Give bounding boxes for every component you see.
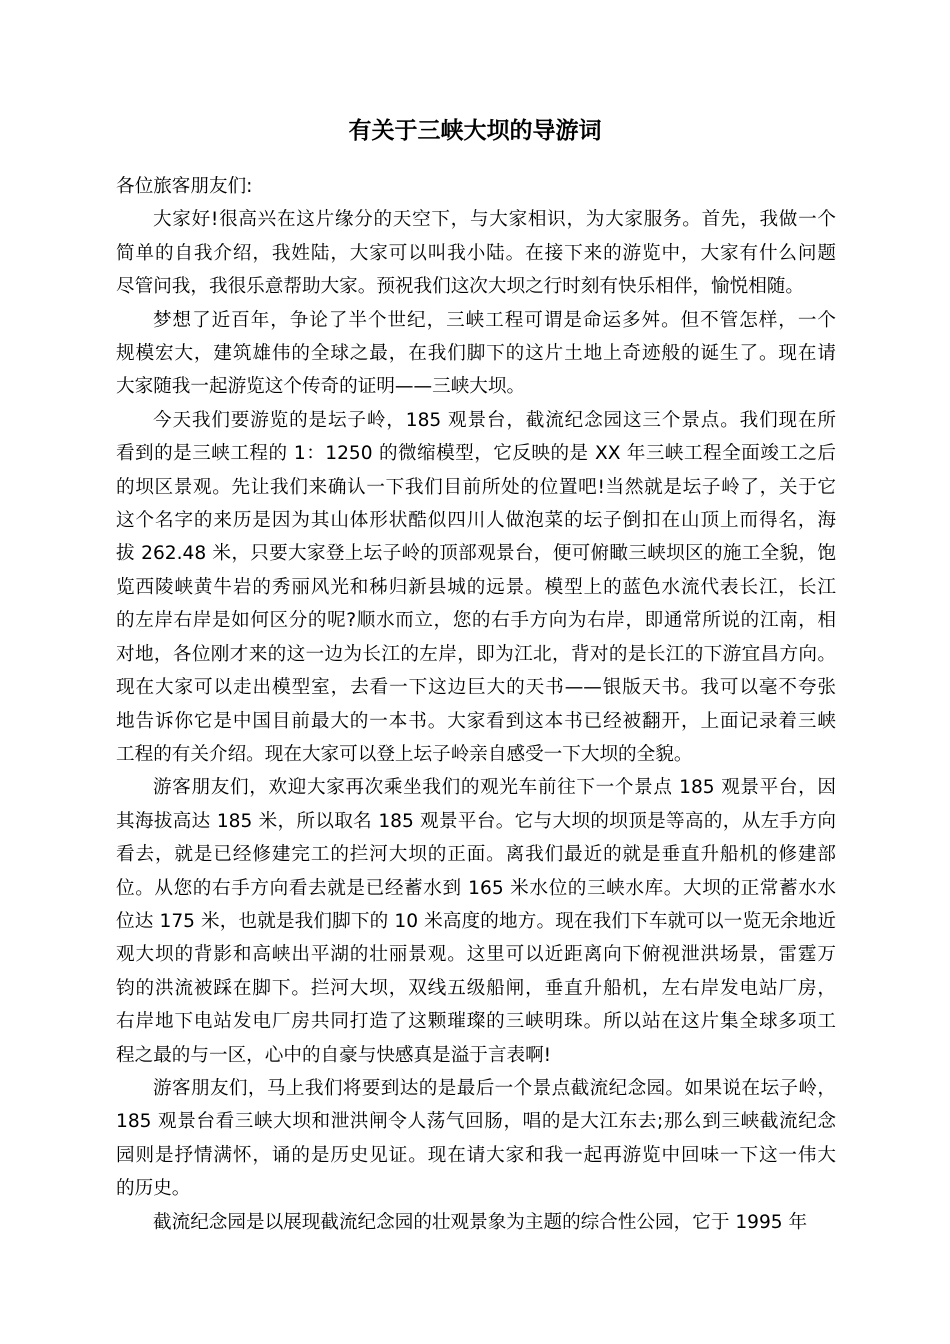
- text-line: 大家好!很高兴在这片缘分的天空下，与大家相识，为大家服务。首先，我做一个: [153, 209, 836, 231]
- paragraph: [116, 203, 836, 303]
- text-line: 的历史。: [116, 1178, 191, 1200]
- text-line: 尽管问我，我很乐意帮助大家。预祝我们这次大坝之行时刻有快乐相伴，愉悦相随。: [116, 276, 804, 298]
- text-line: 的左岸右岸是如何区分的呢?顺水而立，您的右手方向为右岸，即通常所说的江南，相: [116, 610, 836, 632]
- text-line: 截流纪念园是以展现截流纪念园的壮观景象为主题的综合性公园，它于 1995 年: [153, 1211, 808, 1233]
- text-line: 这个名字的来历是因为其山体形状酷似四川人做泡菜的坛子倒扣在山顶上而得名，海: [116, 510, 836, 532]
- text-line: 其海拔高达 185 米，所以取名 185 观景平台。它与大坝的坝顶是等高的，从左手方向: [116, 810, 836, 832]
- text-line: 对地，各位刚才来的这一边为长江的左岸，即为江北，背对的是长江的下游宜昌方向。: [116, 643, 836, 665]
- text-line: 看去，就是已经修建完工的拦河大坝的正面。离我们最近的就是垂直升船机的修建部: [116, 844, 836, 866]
- text-line: 现在大家可以走出模型室，去看一下这边巨大的天书——银版天书。我可以毫不夸张: [116, 677, 836, 699]
- text-line: 大家随我一起游览这个传奇的证明——三峡大坝。: [116, 376, 526, 398]
- text-line: 位。从您的右手方向看去就是已经蓄水到 165 米水位的三峡水库。大坝的正常蓄水水: [116, 877, 836, 899]
- text-line: 规模宏大，建筑雄伟的全球之最，在我们脚下的这片土地上奇迹般的诞生了。现在请: [116, 343, 836, 365]
- text-line: 今天我们要游览的是坛子岭，185 观景台，截流纪念园这三个景点。我们现在所: [153, 409, 836, 431]
- text-line: 观大坝的背影和高峡出平湖的壮丽景观。这里可以近距离向下俯视泄洪场景，雷霆万: [116, 944, 836, 966]
- text-line: 览西陵峡黄牛岩的秀丽风光和秭归新县城的远景。模型上的蓝色水流代表长江，长江: [116, 576, 836, 598]
- text-line: 游客朋友们，欢迎大家再次乘坐我们的观光车前往下一个景点 185 观景平台，因: [153, 777, 836, 799]
- document-body: [116, 170, 836, 1239]
- text-line: 程之最的与一区，心中的自豪与快感真是溢于言表啊!: [116, 1044, 552, 1066]
- text-line: 看到的是三峡工程的 1：1250 的微缩模型，它反映的是 XX 年三峡工程全面竣工之后: [116, 443, 836, 465]
- paragraph: [116, 1206, 836, 1239]
- text-line: 的坝区景观。先让我们来确认一下我们目前所处的位置吧!当然就是坛子岭了，关于它: [116, 476, 836, 498]
- text-line: 梦想了近百年，争论了半个世纪，三峡工程可谓是命运多舛。但不管怎样，一个: [153, 309, 836, 331]
- paragraph: [116, 1072, 836, 1206]
- text-line: 园则是抒情满怀，诵的是历史见证。现在请大家和我一起再游览中回味一下这一伟大: [116, 1144, 836, 1166]
- salutation: 各位旅客朋友们:: [116, 176, 253, 197]
- text-line: 右岸地下电站发电厂房共同打造了这颗璀璨的三峡明珠。所以站在这片集全球多项工: [116, 1011, 836, 1033]
- paragraph: [116, 771, 836, 1072]
- text-line: 位达 175 米，也就是我们脚下的 10 米高度的地方。现在我们下车就可以一览无余地近: [116, 910, 836, 932]
- text-line: 工程的有关介绍。现在大家可以登上坛子岭亲自感受一下大坝的全貌。: [116, 743, 693, 765]
- document-title: 有关于三峡大坝的导游词: [348, 118, 602, 144]
- text-line: 拔 262.48 米，只要大家登上坛子岭的顶部观景台，便可俯瞰三峡坝区的施工全貌，饱: [116, 543, 836, 565]
- text-line: 游客朋友们，马上我们将要到达的是最后一个景点截流纪念园。如果说在坛子岭，: [153, 1077, 836, 1099]
- paragraph: [116, 304, 836, 404]
- paragraph: [116, 404, 836, 771]
- text-line: 185 观景台看三峡大坝和泄洪闸令人荡气回肠，唱的是大江东去;那么到三峡截流纪念: [116, 1111, 836, 1133]
- text-line: 钧的洪流被踩在脚下。拦河大坝，双线五级船闸，垂直升船机，左右岸发电站厂房，: [116, 977, 836, 999]
- text-line: 简单的自我介绍，我姓陆，大家可以叫我小陆。在接下来的游览中，大家有什么问题: [116, 242, 836, 264]
- text-line: 地告诉你它是中国目前最大的一本书。大家看到这本书已经被翻开，上面记录着三峡: [116, 710, 836, 732]
